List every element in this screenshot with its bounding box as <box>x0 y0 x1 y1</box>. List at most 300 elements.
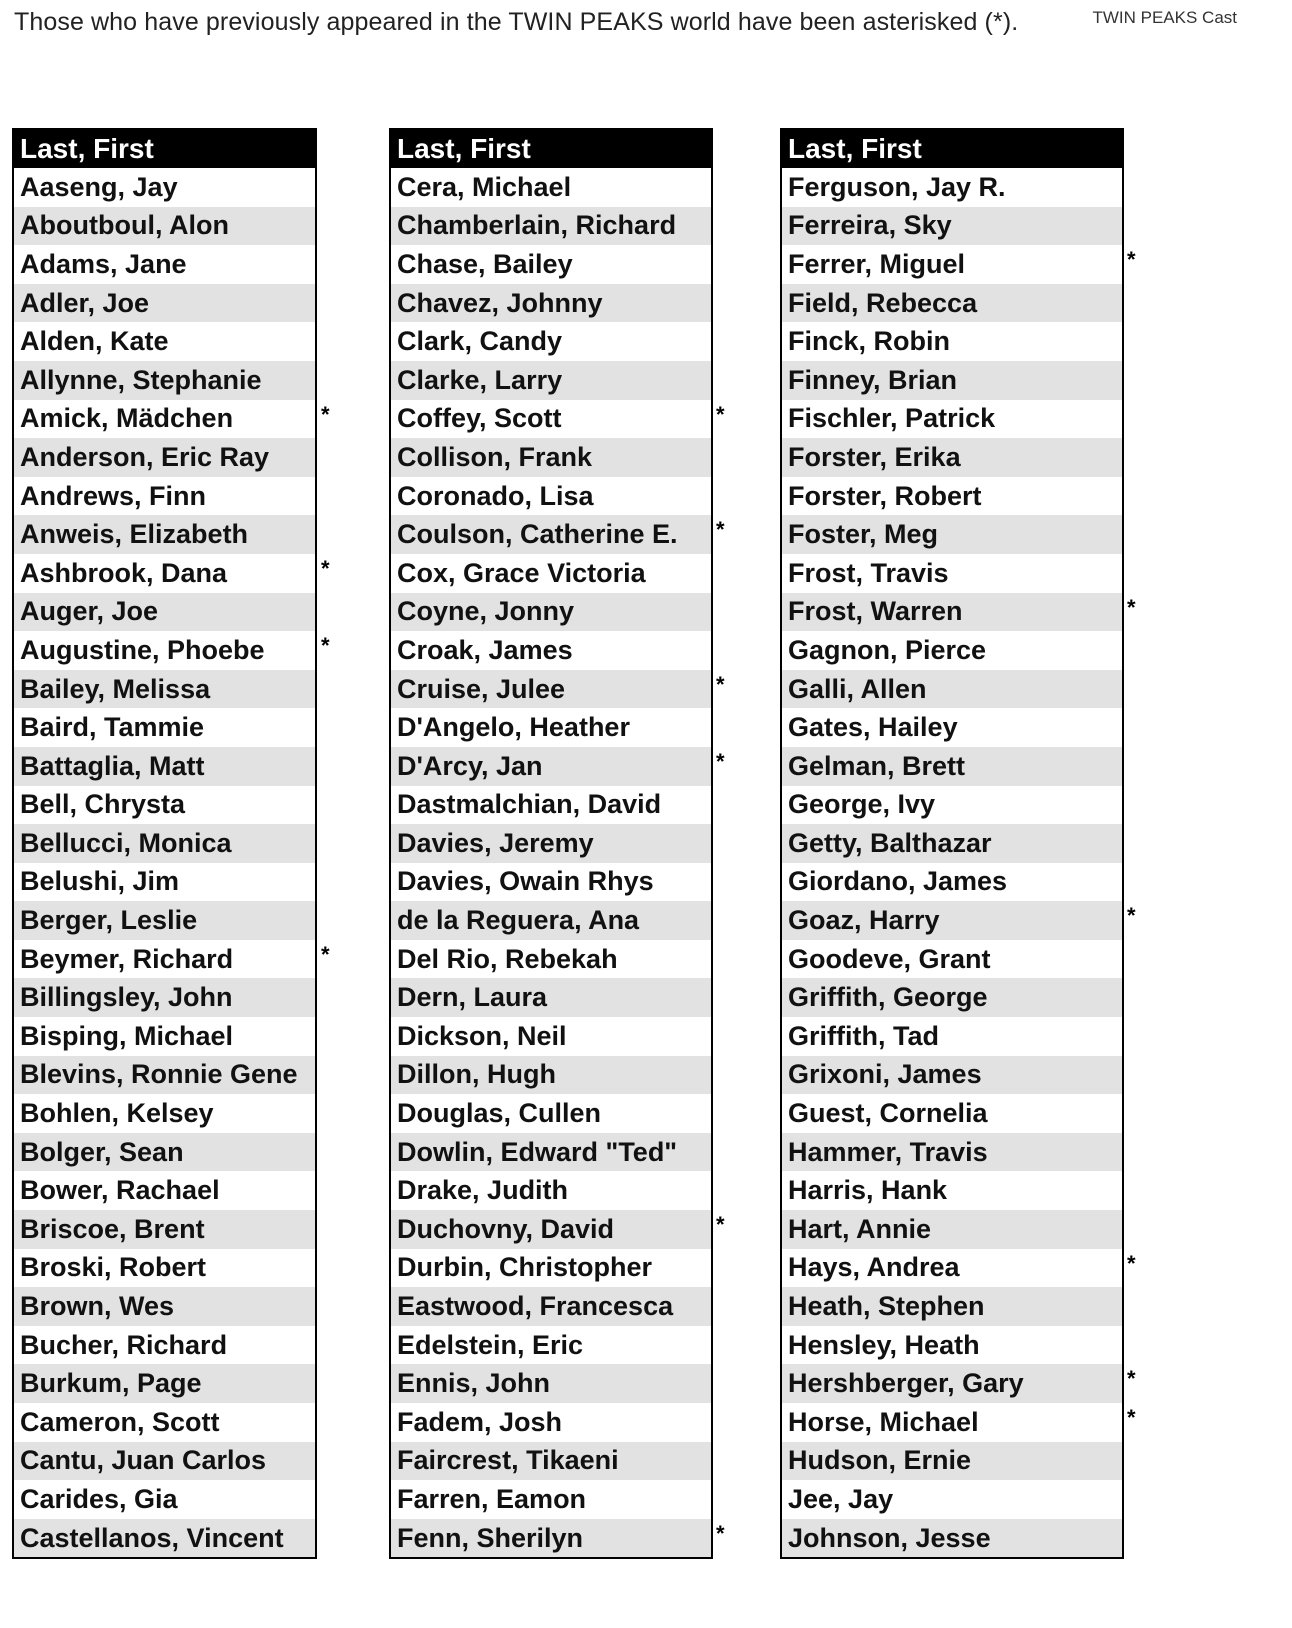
cast-name-cell: Gates, Hailey <box>788 712 958 743</box>
cast-name-cell: Goodeve, Grant <box>788 943 991 974</box>
cast-table-3 <box>780 128 1124 1559</box>
cast-name-cell: Galli, Allen <box>781 670 1123 709</box>
table-row <box>781 1171 1123 1210</box>
table-row <box>13 786 316 825</box>
table-row <box>13 708 316 747</box>
asterisk-marker <box>716 863 725 902</box>
document-title: TWIN PEAKS Cast <box>1092 8 1237 27</box>
asterisk-marker <box>716 708 725 747</box>
table-row <box>390 1210 712 1249</box>
asterisk-marker <box>716 1326 725 1365</box>
asterisk-marker <box>1127 670 1136 709</box>
asterisk-marker <box>1127 747 1136 786</box>
column-header: Last, First <box>13 129 316 168</box>
table-row <box>781 978 1123 1017</box>
table-row <box>13 438 316 477</box>
asterisk-marker <box>716 786 725 825</box>
cast-name-cell: Allynne, Stephanie <box>13 361 316 400</box>
table-row <box>781 168 1123 207</box>
asterisk-marker <box>1127 1133 1136 1172</box>
table-row <box>390 168 712 207</box>
cast-name-cell: Belushi, Jim <box>20 866 180 897</box>
asterisk-marker <box>321 207 330 246</box>
cast-name-cell: Auger, Joe <box>13 593 316 632</box>
asterisk-marker <box>321 284 330 323</box>
table-row <box>390 438 712 477</box>
cast-name-cell: Guest, Cornelia <box>788 1098 988 1129</box>
asterisk-marker <box>321 901 330 940</box>
table-row <box>13 1171 316 1210</box>
cast-name-cell: Collison, Frank <box>390 438 712 477</box>
table-row <box>13 1326 316 1365</box>
table-header-row <box>13 129 316 168</box>
table-row <box>13 940 316 979</box>
asterisk-marker <box>1127 207 1136 246</box>
table-row <box>781 1249 1123 1288</box>
asterisk-marker <box>1127 1017 1136 1056</box>
asterisk-marker <box>1127 708 1136 747</box>
asterisk-marker: * <box>716 671 725 697</box>
table-row <box>781 361 1123 400</box>
asterisk-marker <box>321 670 330 709</box>
asterisk-marker <box>716 824 725 863</box>
table-row <box>390 1442 712 1481</box>
cast-name-cell: George, Ivy <box>788 789 936 820</box>
asterisk-marker <box>1127 1287 1136 1326</box>
asterisk-marker: * <box>1127 903 1136 929</box>
table-row <box>390 400 712 439</box>
asterisk-marker <box>716 1442 725 1481</box>
table-row <box>781 708 1123 747</box>
cast-name-cell: Cantu, Juan Carlos <box>13 1442 316 1481</box>
table-row <box>13 670 316 709</box>
asterisk-marker <box>321 1364 330 1403</box>
asterisk-marker <box>321 361 330 400</box>
table-row <box>781 863 1123 902</box>
asterisk-marker <box>1127 1210 1136 1249</box>
asterisk-marker <box>321 245 330 284</box>
table-row <box>390 245 712 284</box>
cast-name-cell: Horse, Michael <box>788 1406 979 1437</box>
table-row <box>390 1017 712 1056</box>
table-row <box>390 1133 712 1172</box>
cast-name-cell: Finney, Brian <box>781 361 1123 400</box>
table-row <box>390 1094 712 1133</box>
asterisk-marker <box>1127 1519 1136 1558</box>
cast-name-cell: Amick, Mädchen <box>20 403 234 434</box>
asterisk-marker <box>716 1480 725 1519</box>
table-row <box>781 631 1123 670</box>
column-header: Last, First <box>390 129 712 168</box>
asterisk-marker: * <box>716 517 725 543</box>
cast-name-cell: Adler, Joe <box>13 284 316 323</box>
table-row <box>390 207 712 246</box>
cast-name-cell: Coffey, Scott <box>397 403 562 434</box>
asterisk-marker <box>321 593 330 632</box>
asterisk-marker <box>716 940 725 979</box>
asterisk-marker <box>1127 361 1136 400</box>
cast-name-cell: Bell, Chrysta <box>20 789 186 820</box>
asterisk-marker: * <box>1127 1366 1136 1392</box>
cast-name-cell: Hensley, Heath <box>788 1329 980 1360</box>
cast-name-cell: Burkum, Page <box>13 1364 316 1403</box>
asterisk-marker <box>716 477 725 516</box>
asterisk-marker <box>321 168 330 207</box>
table-row <box>390 1403 712 1442</box>
cast-name-cell: Andrews, Finn <box>20 480 207 511</box>
cast-name-cell: Chavez, Johnny <box>390 284 712 323</box>
column-header: Last, First <box>781 129 1123 168</box>
asterisk-marker <box>321 747 330 786</box>
asterisk-marker: * <box>321 633 330 659</box>
asterisk-marker <box>321 1519 330 1558</box>
cast-name-cell: Clarke, Larry <box>390 361 712 400</box>
cast-name-cell: Aboutboul, Alon <box>13 207 316 246</box>
asterisk-marker <box>716 1017 725 1056</box>
asterisk-marker <box>716 901 725 940</box>
table-row <box>13 593 316 632</box>
cast-name-cell: Ennis, John <box>390 1364 712 1403</box>
cast-table-1 <box>12 128 317 1559</box>
asterisk-marker <box>321 786 330 825</box>
asterisk-marker <box>716 168 725 207</box>
cast-name-cell: Bucher, Richard <box>20 1329 228 1360</box>
cast-name-cell: Dillon, Hugh <box>390 1056 712 1095</box>
table-row <box>390 554 712 593</box>
asterisk-note: Those who have previously appeared in the TWIN PEAKS world have been asterisked (*). <box>14 8 1019 36</box>
asterisk-marker <box>716 631 725 670</box>
cast-name-cell: Duchovny, David <box>390 1210 712 1249</box>
cast-name-cell: Fadem, Josh <box>397 1406 563 1437</box>
table-row <box>390 1287 712 1326</box>
cast-name-cell: Cox, Grace Victoria <box>397 557 646 588</box>
table-row <box>390 978 712 1017</box>
table-row <box>781 1364 1123 1403</box>
cast-name-cell: Giordano, James <box>788 866 1008 897</box>
table-row <box>13 1249 316 1288</box>
table-row <box>781 824 1123 863</box>
asterisk-marker <box>321 824 330 863</box>
asterisk-marker <box>321 863 330 902</box>
cast-name-cell: Foster, Meg <box>781 515 1123 554</box>
table-row <box>13 631 316 670</box>
asterisk-marker <box>321 1133 330 1172</box>
table-row <box>390 361 712 400</box>
cast-name-cell: Del Rio, Rebekah <box>397 943 618 974</box>
asterisk-marker <box>321 1210 330 1249</box>
cast-name-cell: Griffith, George <box>781 978 1123 1017</box>
table-row <box>781 1094 1123 1133</box>
table-row <box>390 1364 712 1403</box>
asterisk-marker <box>1127 863 1136 902</box>
table-row <box>781 284 1123 323</box>
cast-name-cell: Chase, Bailey <box>397 248 573 279</box>
table-row <box>13 400 316 439</box>
cast-name-cell: Faircrest, Tikaeni <box>390 1442 712 1481</box>
cast-name-cell: Johnson, Jesse <box>781 1519 1123 1559</box>
cast-name-cell: Beymer, Richard <box>20 943 234 974</box>
cast-name-cell: Ferguson, Jay R. <box>788 171 1006 202</box>
cast-name-cell: Ferrer, Miguel <box>788 248 966 279</box>
cast-name-cell: Battaglia, Matt <box>13 747 316 786</box>
table-row <box>781 1287 1123 1326</box>
cast-name-cell: Harris, Hank <box>788 1175 948 1206</box>
asterisk-marker: * <box>1127 594 1136 620</box>
asterisk-marker <box>716 361 725 400</box>
asterisk-column-2 <box>716 168 725 1557</box>
cast-name-cell: Edelstein, Eric <box>397 1329 584 1360</box>
table-row <box>13 1519 316 1559</box>
cast-name-cell: Gelman, Brett <box>781 747 1123 786</box>
asterisk-marker <box>716 207 725 246</box>
table-row <box>781 515 1123 554</box>
asterisk-marker <box>1127 1056 1136 1095</box>
asterisk-marker <box>716 438 725 477</box>
table-row <box>781 1326 1123 1365</box>
table-row <box>13 747 316 786</box>
asterisk-marker: * <box>716 1212 725 1238</box>
asterisk-marker <box>321 438 330 477</box>
asterisk-marker: * <box>1127 247 1136 273</box>
cast-name-cell: Adams, Jane <box>20 248 187 279</box>
asterisk-marker <box>1127 554 1136 593</box>
asterisk-marker: * <box>321 555 330 581</box>
asterisk-marker <box>321 978 330 1017</box>
asterisk-marker <box>1127 1442 1136 1481</box>
table-row <box>390 747 712 786</box>
table-row <box>781 477 1123 516</box>
cast-name-cell: Cruise, Julee <box>390 670 712 709</box>
cast-name-cell: Hudson, Ernie <box>781 1442 1123 1481</box>
asterisk-marker: * <box>716 748 725 774</box>
asterisk-marker <box>1127 1326 1136 1365</box>
cast-name-cell: Clark, Candy <box>397 326 563 357</box>
asterisk-marker <box>716 1171 725 1210</box>
cast-name-cell: Bolger, Sean <box>13 1133 316 1172</box>
asterisk-marker <box>716 1403 725 1442</box>
asterisk-marker <box>1127 284 1136 323</box>
cast-name-cell: Fischler, Patrick <box>788 403 996 434</box>
table-row <box>781 554 1123 593</box>
cast-name-cell: Alden, Kate <box>20 326 169 357</box>
asterisk-marker <box>321 1287 330 1326</box>
cast-name-cell: Bellucci, Monica <box>13 824 316 863</box>
table-row <box>390 284 712 323</box>
table-row <box>13 1017 316 1056</box>
cast-name-cell: Cera, Michael <box>397 171 572 202</box>
cast-name-cell: Dern, Laura <box>390 978 712 1017</box>
table-row <box>390 515 712 554</box>
table-row <box>13 863 316 902</box>
cast-name-cell: Coyne, Jonny <box>390 593 712 632</box>
cast-name-cell: Frost, Warren <box>781 593 1123 632</box>
cast-name-cell: Coulson, Catherine E. <box>390 515 712 554</box>
cast-name-cell: Dickson, Neil <box>397 1020 567 1051</box>
table-row <box>781 1056 1123 1095</box>
asterisk-marker: * <box>1127 1405 1136 1430</box>
cast-name-cell: Hammer, Travis <box>781 1133 1123 1172</box>
asterisk-marker <box>1127 631 1136 670</box>
cast-name-cell: Brown, Wes <box>13 1287 316 1326</box>
asterisk-marker <box>321 1403 330 1442</box>
table-row <box>781 1480 1123 1519</box>
asterisk-column-3 <box>1127 168 1136 1557</box>
cast-name-cell: Broski, Robert <box>20 1252 207 1283</box>
table-row <box>390 477 712 516</box>
asterisk-marker <box>716 245 725 284</box>
cast-name-cell: Hart, Annie <box>781 1210 1123 1249</box>
table-row <box>13 1210 316 1249</box>
table-row <box>781 1403 1123 1442</box>
cast-name-cell: Getty, Balthazar <box>781 824 1123 863</box>
asterisk-marker <box>716 554 725 593</box>
asterisk-marker <box>716 978 725 1017</box>
asterisk-marker <box>1127 400 1136 439</box>
cast-name-cell: Chamberlain, Richard <box>390 207 712 246</box>
cast-name-cell: D'Angelo, Heather <box>397 712 630 743</box>
cast-name-cell: Forster, Robert <box>788 480 982 511</box>
asterisk-marker <box>321 515 330 554</box>
table-row <box>13 207 316 246</box>
table-row <box>781 1017 1123 1056</box>
table-row <box>390 940 712 979</box>
asterisk-marker <box>1127 978 1136 1017</box>
asterisk-marker <box>1127 168 1136 207</box>
table-row <box>13 245 316 284</box>
cast-name-cell: Bailey, Melissa <box>13 670 316 709</box>
cast-name-cell: Bisping, Michael <box>20 1020 234 1051</box>
table-row <box>781 747 1123 786</box>
cast-name-cell: Jee, Jay <box>788 1483 894 1514</box>
cast-name-cell: Davies, Owain Rhys <box>397 866 654 897</box>
cast-name-cell: Berger, Leslie <box>13 901 316 940</box>
table-row <box>390 1249 712 1288</box>
cast-name-cell: Anweis, Elizabeth <box>13 515 316 554</box>
cast-name-cell: Finck, Robin <box>788 326 950 357</box>
table-row <box>390 1519 712 1559</box>
table-row <box>781 786 1123 825</box>
asterisk-marker <box>1127 438 1136 477</box>
asterisk-marker <box>716 1364 725 1403</box>
asterisk-marker <box>1127 477 1136 516</box>
asterisk-marker <box>321 477 330 516</box>
cast-table-2 <box>389 128 713 1559</box>
cast-name-cell: Billingsley, John <box>13 978 316 1017</box>
table-row <box>781 901 1123 940</box>
asterisk-marker <box>321 1094 330 1133</box>
table-row <box>390 670 712 709</box>
asterisk-marker <box>321 1171 330 1210</box>
cast-name-cell: Bohlen, Kelsey <box>20 1098 214 1129</box>
cast-name-cell: Cameron, Scott <box>20 1406 220 1437</box>
table-row <box>781 593 1123 632</box>
cast-name-cell: Hays, Andrea <box>788 1252 960 1283</box>
cast-name-cell: Grixoni, James <box>781 1056 1123 1095</box>
table-row <box>13 322 316 361</box>
table-row <box>781 1442 1123 1481</box>
cast-name-cell: D'Arcy, Jan <box>390 747 712 786</box>
asterisk-marker <box>321 1326 330 1365</box>
table-row <box>781 207 1123 246</box>
cast-name-cell: Drake, Judith <box>397 1175 569 1206</box>
table-row <box>13 1364 316 1403</box>
table-row <box>13 168 316 207</box>
cast-name-cell: Bower, Rachael <box>20 1175 220 1206</box>
asterisk-marker <box>321 1056 330 1095</box>
asterisk-marker: * <box>716 1520 725 1546</box>
table-row <box>13 978 316 1017</box>
table-row <box>781 245 1123 284</box>
table-row <box>13 1287 316 1326</box>
table-row <box>781 1133 1123 1172</box>
table-row <box>781 940 1123 979</box>
table-row <box>13 554 316 593</box>
asterisk-marker <box>716 1287 725 1326</box>
table-row <box>390 631 712 670</box>
cast-name-cell: Field, Rebecca <box>781 284 1123 323</box>
asterisk-marker <box>321 1249 330 1288</box>
cast-name-cell: Goaz, Harry <box>781 901 1123 940</box>
cast-name-cell: Eastwood, Francesca <box>390 1287 712 1326</box>
asterisk-marker <box>321 1017 330 1056</box>
table-header-row <box>390 129 712 168</box>
table-row <box>390 593 712 632</box>
asterisk-column-1 <box>321 168 330 1557</box>
cast-name-cell: Croak, James <box>397 634 573 665</box>
table-row <box>390 322 712 361</box>
cast-name-cell: Heath, Stephen <box>781 1287 1123 1326</box>
cast-name-cell: Ashbrook, Dana <box>20 557 228 588</box>
table-row <box>390 863 712 902</box>
asterisk-marker <box>1127 1094 1136 1133</box>
table-row <box>390 1480 712 1519</box>
asterisk-marker: * <box>716 401 725 427</box>
asterisk-marker <box>716 1133 725 1172</box>
table-row <box>13 1442 316 1481</box>
asterisk-marker <box>1127 940 1136 979</box>
asterisk-marker: * <box>321 941 330 967</box>
table-row <box>390 1326 712 1365</box>
asterisk-marker <box>716 593 725 632</box>
cast-name-cell: Gagnon, Pierce <box>788 634 987 665</box>
table-row <box>13 1403 316 1442</box>
asterisk-marker <box>716 322 725 361</box>
asterisk-marker <box>1127 322 1136 361</box>
cast-name-cell: Dastmalchian, David <box>397 789 662 820</box>
asterisk-marker: * <box>321 401 330 427</box>
cast-name-cell: Forster, Erika <box>781 438 1123 477</box>
asterisk-marker <box>716 1249 725 1288</box>
table-row <box>390 901 712 940</box>
table-row <box>390 786 712 825</box>
asterisk-marker <box>716 1094 725 1133</box>
cast-name-cell: Fenn, Sherilyn <box>390 1519 712 1559</box>
asterisk-marker <box>1127 824 1136 863</box>
cast-name-cell: Coronado, Lisa <box>397 480 594 511</box>
asterisk-marker <box>321 322 330 361</box>
asterisk-marker <box>1127 786 1136 825</box>
cast-name-cell: Griffith, Tad <box>788 1020 939 1051</box>
cast-name-cell: Durbin, Christopher <box>397 1252 652 1283</box>
table-row <box>13 1133 316 1172</box>
table-row <box>13 361 316 400</box>
asterisk-marker <box>321 1480 330 1519</box>
table-row <box>390 708 712 747</box>
asterisk-marker: * <box>1127 1250 1136 1276</box>
asterisk-marker <box>716 1056 725 1095</box>
cast-name-cell: Dowlin, Edward "Ted" <box>390 1133 712 1172</box>
table-header-row <box>781 129 1123 168</box>
